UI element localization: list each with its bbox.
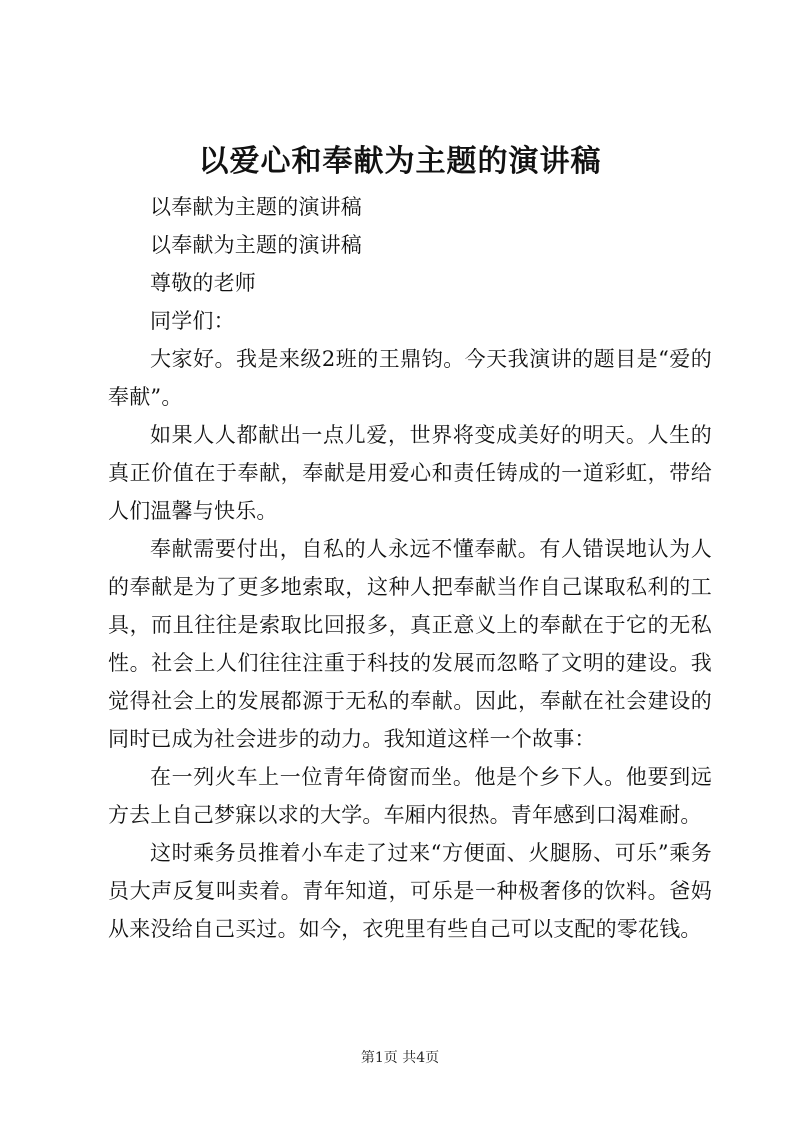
page-number-footer: 第1页 共4页 bbox=[360, 1050, 440, 1066]
paragraph-subtitle-1: 以奉献为主题的演讲稿 bbox=[150, 195, 362, 219]
paragraph-attendant-cart: 这时乘务员推着小车走了过来“方便面、火腿肠、可乐”乘务员大声反复叫卖着。青年知道，可乐是一种极奢侈的饮料。爸妈从来没给自己买过。如今，衣兜里有些自己可以支配的零花钱。 bbox=[108, 841, 712, 941]
paragraph-salutation-teachers: 尊敬的老师 bbox=[150, 271, 256, 295]
paragraph-train-story: 在一列火车上一位青年倚窗而坐。他是个乡下人。他要到远方去上自己梦寐以求的大学。车厢内很热。青年感到口渴难耐。 bbox=[108, 765, 712, 827]
paragraph-selfless-dedication: 奉献需要付出，自私的人永远不懂奉献。有人错误地认为人的奉献是为了更多地索取，这种人把奉献当作自己谋取私利的工具，而且往往是索取比回报多，真正意义上的奉献在于它的无私性。社会上人们往往注重于科技的发展而忽略了文明的建设。我觉得社会上的发展都源于无私的奉献。因此，奉献在社会建设的同时已成为社会进步的动力。我知道这样一个故事： bbox=[108, 537, 712, 751]
paragraph-greeting: 大家好。我是来级2班的王鼎钧。今天我演讲的题目是“爱的奉献”。 bbox=[108, 347, 712, 409]
document-title: 以爱心和奉献为主题的演讲稿 bbox=[198, 144, 602, 179]
document-body bbox=[108, 188, 712, 948]
paragraph-value-of-dedication: 如果人人都献出一点儿爱，世界将变成美好的明天。人生的真正价值在于奉献，奉献是用爱心和责任铸成的一道彩虹，带给人们温馨与快乐。 bbox=[108, 423, 712, 523]
paragraph-subtitle-2: 以奉献为主题的演讲稿 bbox=[150, 233, 362, 257]
paragraph-salutation-classmates: 同学们： bbox=[150, 309, 235, 333]
